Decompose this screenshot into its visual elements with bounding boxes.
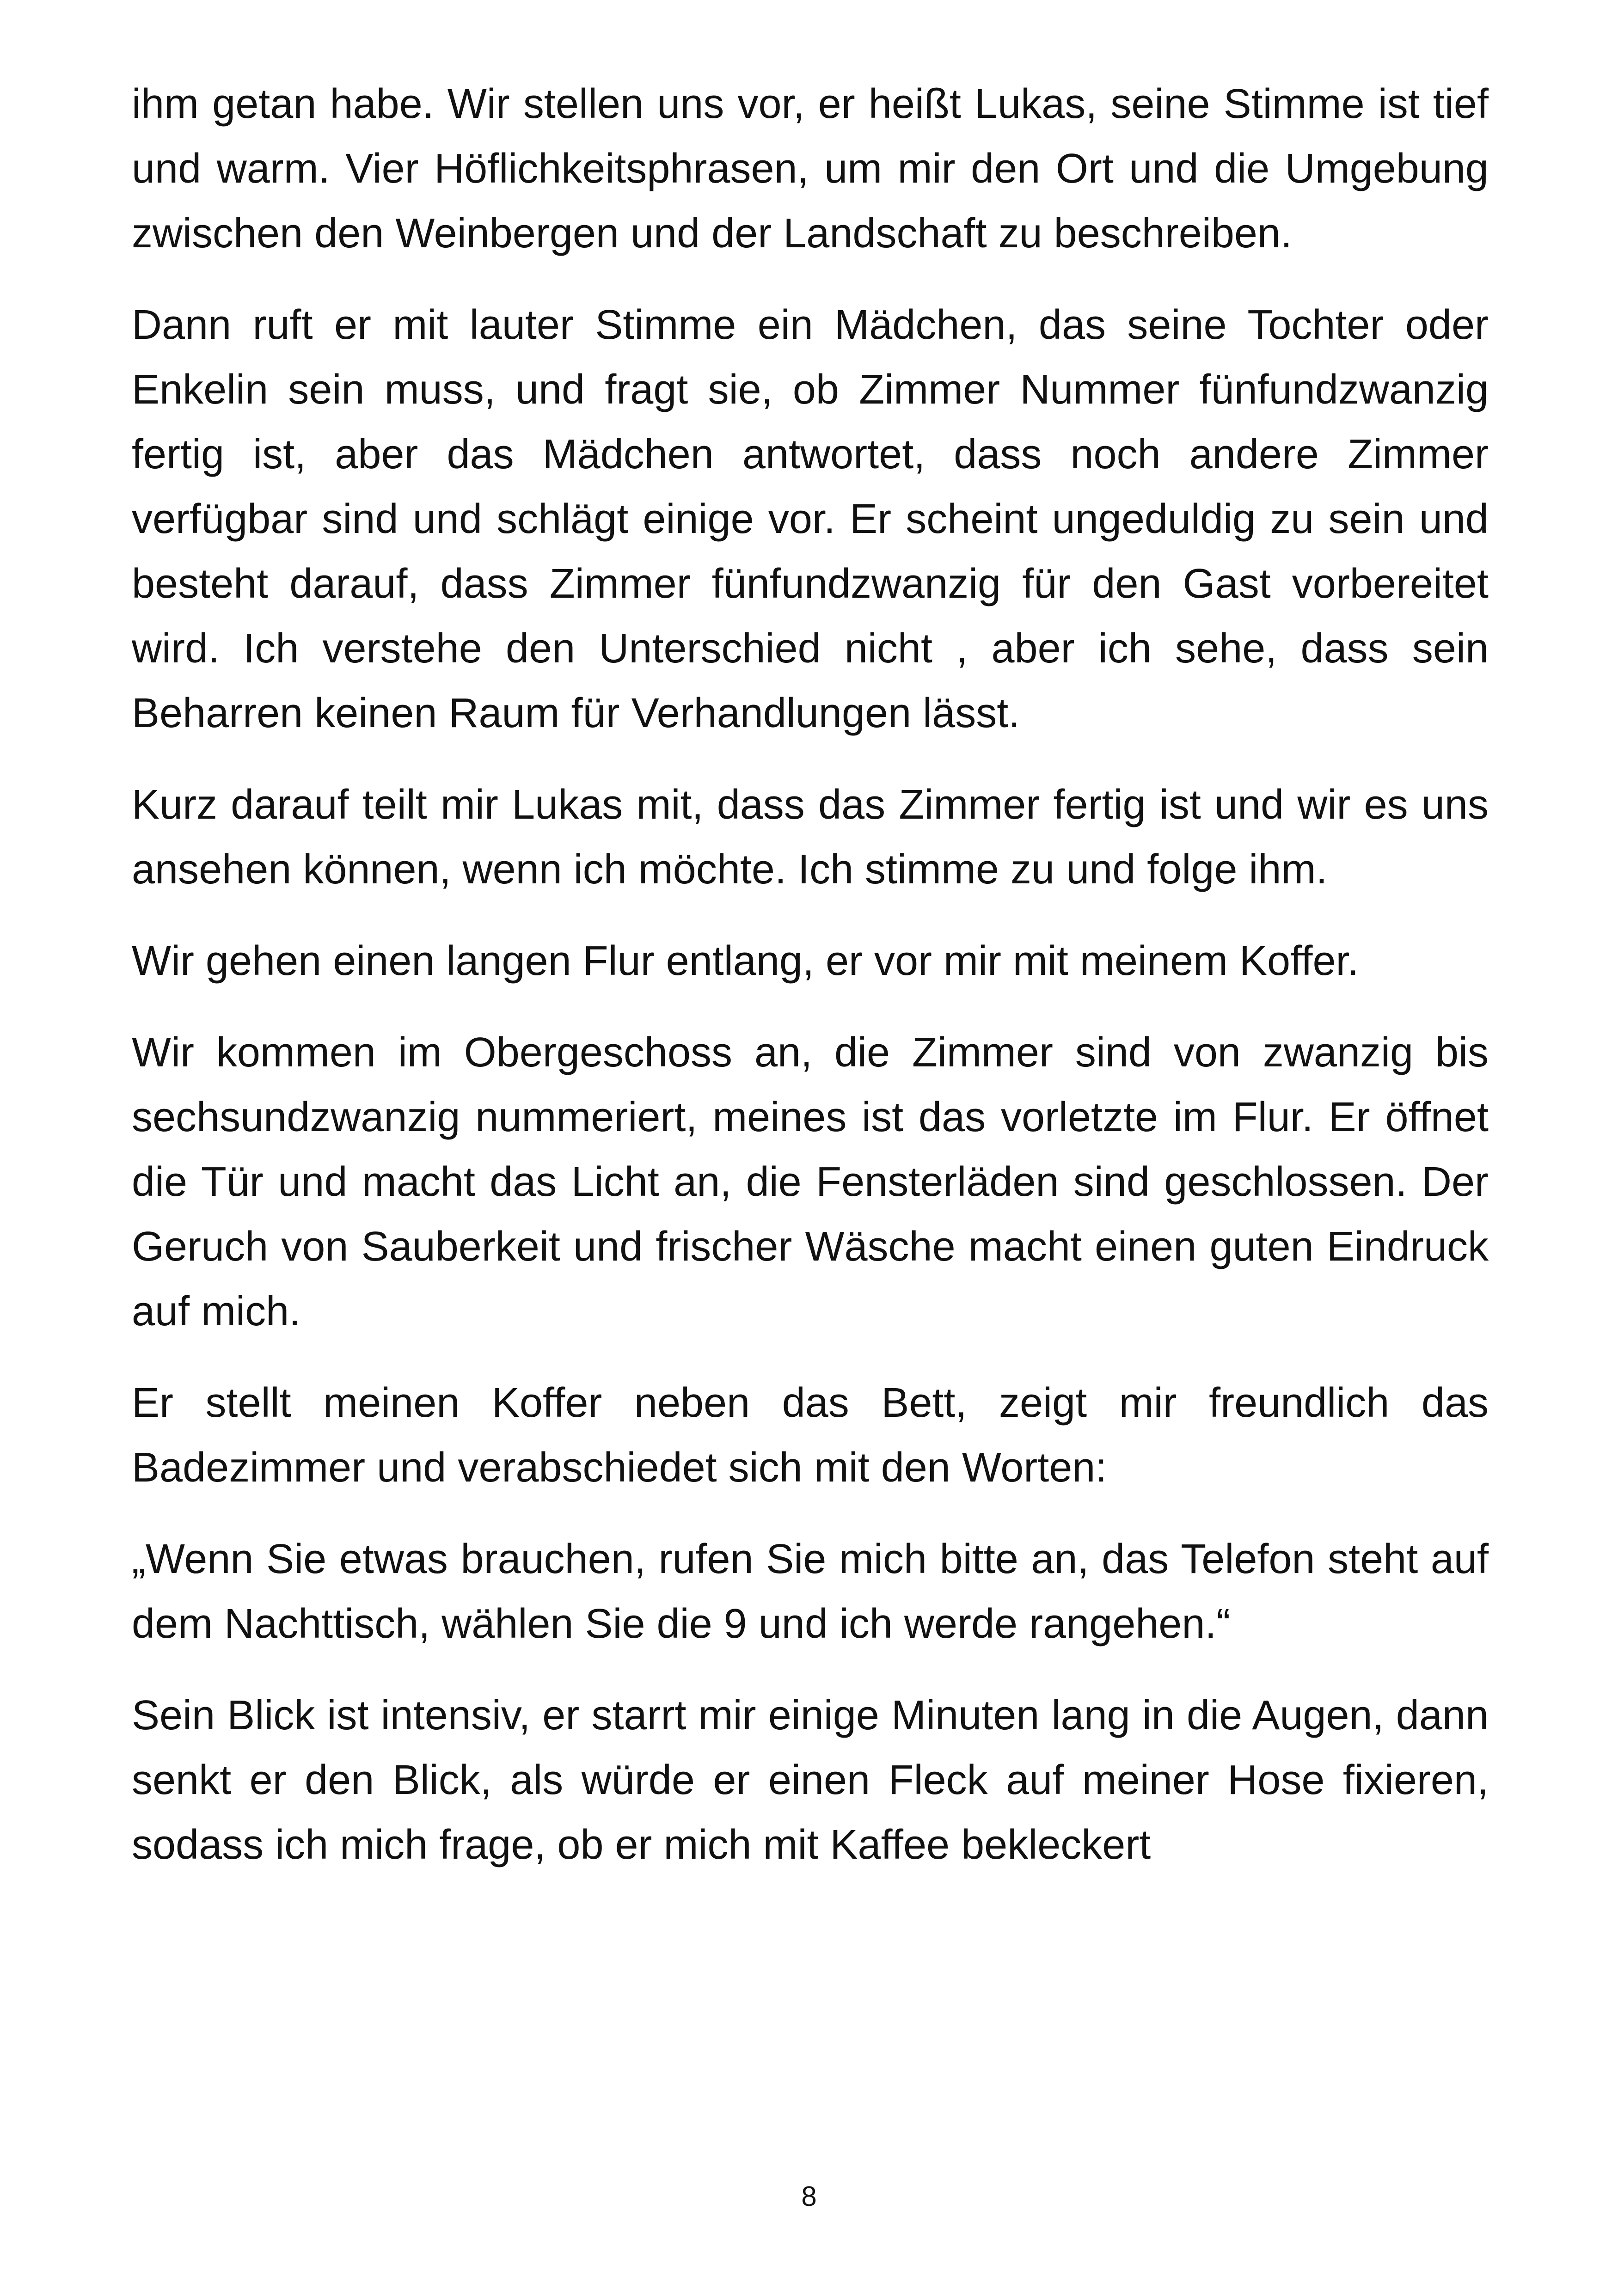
paragraph: Wir gehen einen langen Flur entlang, er vor mir mit meinem Koffer. [132, 938, 1359, 984]
paragraph: „Wenn Sie etwas brauchen, rufen Sie mich bitte an, das Telefon steht auf dem Nachttisch, wählen Sie die 9 und ich werde rangehen.“ [132, 1536, 1489, 1647]
paragraph: Kurz darauf teilt mir Lukas mit, dass das Zimmer fertig ist und wir es uns ansehen können, wenn ich möchte. Ich stimme zu und folge ihm. [132, 782, 1489, 893]
page-number: 8 [801, 2181, 817, 2212]
paragraph: ihm getan habe. Wir stellen uns vor, er heißt Lukas, seine Stimme ist tief und warm. Vier Höflichkeitsphrasen, um mir den Ort und die Umgebung zwischen den Weinbergen und der Landschaft zu beschreiben. [132, 81, 1489, 257]
paragraph: Wir kommen im Obergeschoss an, die Zimmer sind von zwanzig bis sechsundzwanzig nummeriert, meines ist das vorletzte im Flur. Er öffnet die Tür und macht das Licht an, die Fensterläden sind geschlossen. Der Geruch von Sauberkeit und frischer Wäsche macht einen guten Eindruck auf mich. [132, 1029, 1489, 1335]
paragraph: Sein Blick ist intensiv, er starrt mir einige Minuten lang in die Augen, dann senkt er den Blick, als würde er einen Fleck auf meiner Hose fixieren, sodass ich mich frage, ob er mich mit Kaffee bekleckert [132, 1692, 1489, 1868]
paragraph: Dann ruft er mit lauter Stimme ein Mädchen, das seine Tochter oder Enkelin sein muss, und fragt sie, ob Zimmer Nummer fünfundzwanzig fertig ist, aber das Mädchen antwortet, dass noch andere Zimmer verfügbar sind und schlägt einige vor. Er scheint ungeduldig zu sein und besteht darauf, dass Zimmer fünfundzwanzig für den Gast vorbereitet wird. Ich verstehe den Unterschied nicht , aber ich sehe, dass sein Beharren keinen Raum für Verhandlungen lässt. [132, 302, 1489, 736]
body-text [132, 72, 1489, 1904]
paragraph: Er stellt meinen Koffer neben das Bett, zeigt mir freundlich das Badezimmer und verabschiedet sich mit den Worten: [132, 1380, 1489, 1491]
